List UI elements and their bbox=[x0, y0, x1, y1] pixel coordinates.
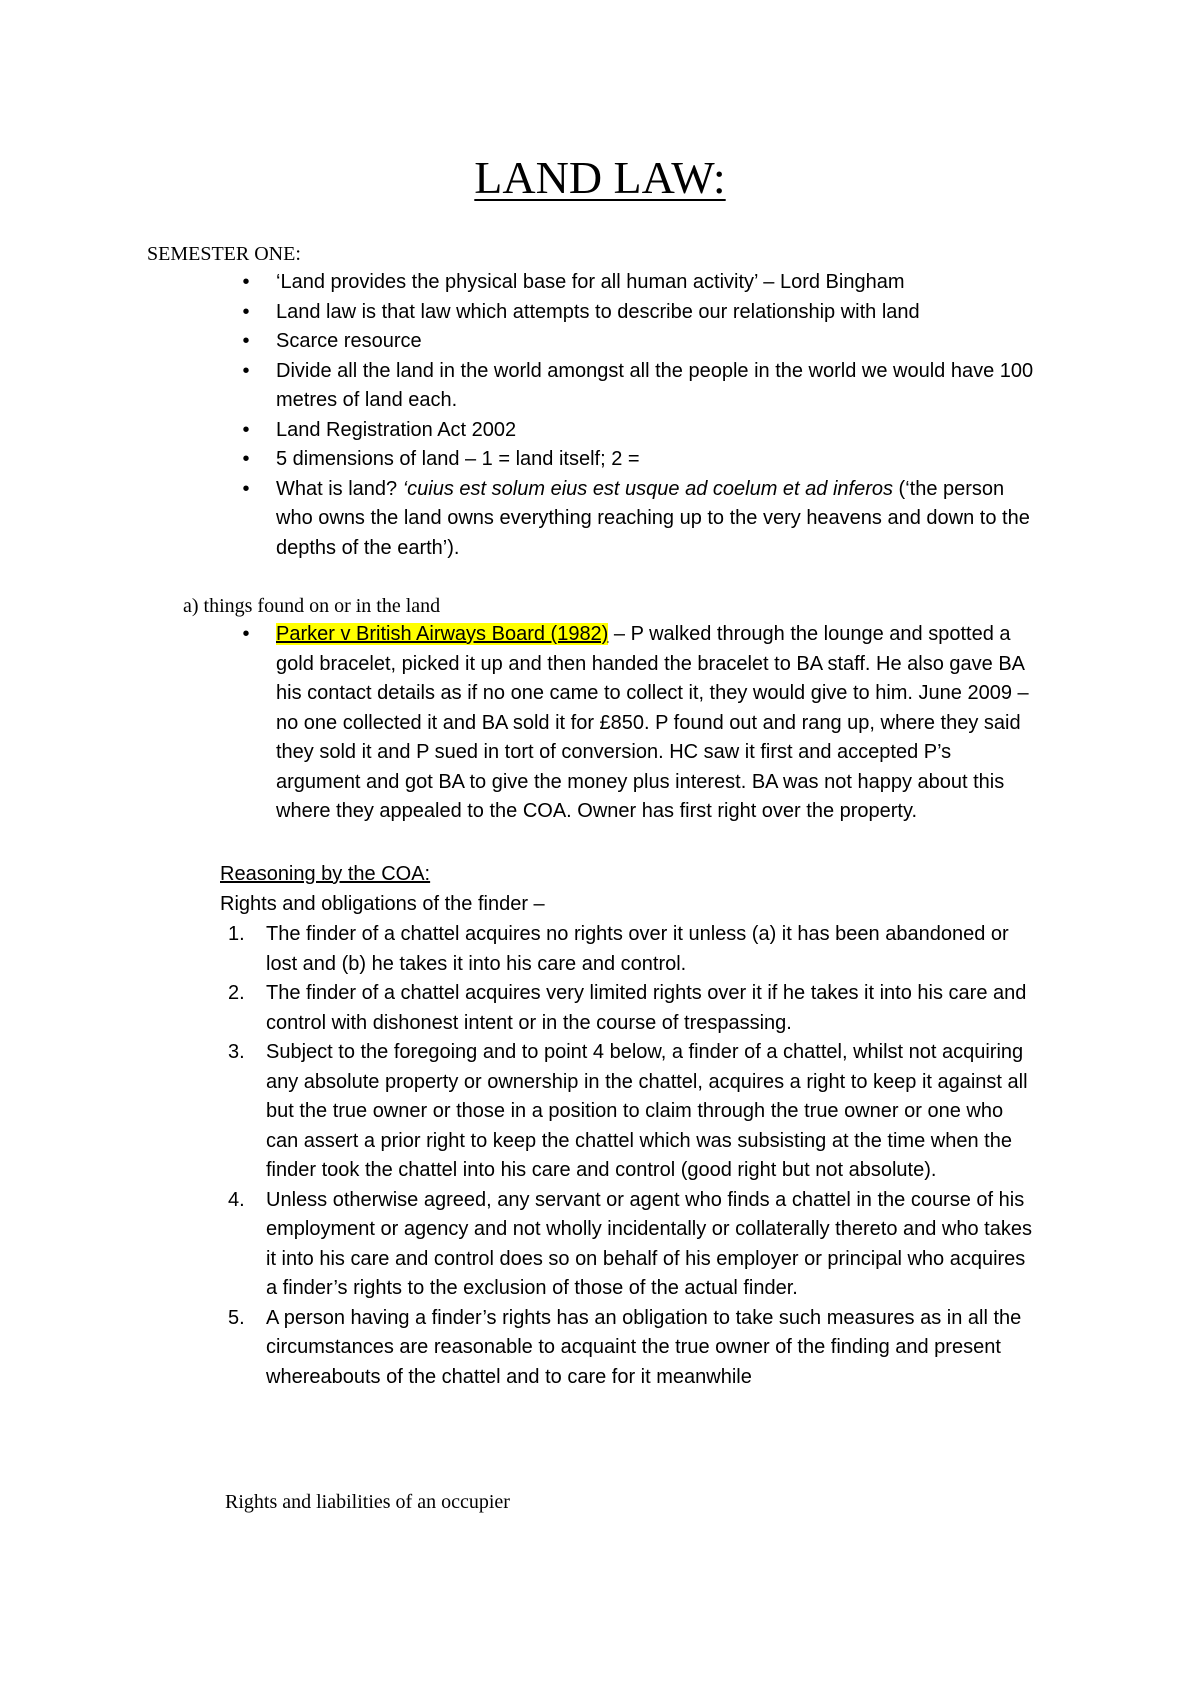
bullet-icon: • bbox=[242, 359, 250, 382]
list-item: 1. The finder of a chattel acquires no rights over it unless (a) it has been abandoned or lost and (b) he takes it into his care and control. bbox=[0, 920, 1100, 979]
reasoning-heading: Reasoning by the COA: bbox=[220, 863, 431, 885]
list-item: • Land law is that law which attempts to describe our relationship with land bbox=[0, 298, 1100, 328]
list-item: • Divide all the land in the world amongst all the people in the world we would have 100 metres of land each. bbox=[0, 357, 1100, 416]
list-item: • ‘Land provides the physical base for all human activity’ – Lord Bingham bbox=[0, 268, 1100, 298]
bullet-icon: • bbox=[242, 448, 250, 470]
list-number: 3. bbox=[228, 1041, 245, 1063]
what-is-land-prefix: What is land? bbox=[276, 477, 403, 500]
section-a-heading: a) things found on or in the land bbox=[183, 595, 441, 617]
finder-rules-list bbox=[0, 920, 1100, 1392]
rights-finder-heading: Rights and obligations of the finder – bbox=[220, 893, 545, 915]
latin-maxim: ‘cuius est solum eius est usque ad coelum et ad inferos bbox=[402, 477, 893, 500]
list-item: 5. A person having a finder’s rights has an obligation to take such measures as in all the circumstances are reasonable to acquaint the true owner of the finding and present whereabouts of the chattel and to care for it meanwhile bbox=[0, 1304, 1100, 1393]
bullet-icon: • bbox=[242, 623, 250, 645]
occupier-heading: Rights and liabilities of an occupier bbox=[225, 1491, 510, 1513]
list-item: • 5 dimensions of land – 1 = land itself; 2 = bbox=[0, 445, 1100, 475]
list-number: 5. bbox=[228, 1306, 245, 1329]
list-item-what-is-land bbox=[0, 475, 1100, 564]
case-bullet-list bbox=[0, 620, 1100, 827]
bullet-icon: • bbox=[242, 271, 250, 293]
intro-bullet-list bbox=[0, 268, 1100, 563]
list-item-case bbox=[0, 620, 1100, 827]
bullet-icon: • bbox=[242, 300, 250, 323]
page-title: LAND LAW: bbox=[474, 152, 726, 203]
semester-heading: SEMESTER ONE: bbox=[147, 243, 301, 265]
list-item: 2. The finder of a chattel acquires very limited rights over it if he takes it into his care and control with dishonest intent or in the course of trespassing. bbox=[0, 979, 1100, 1038]
what-is-land-translation: (‘the person who owns the land owns everything reaching up to the very heavens and down to the depths of the earth’). bbox=[276, 477, 1030, 559]
list-number: 2. bbox=[228, 982, 245, 1004]
list-number: 4. bbox=[228, 1188, 245, 1211]
list-item: 3. Subject to the foregoing and to point 4 below, a finder of a chattel, whilst not acquiring any absolute property or ownership in the chattel, acquires a right to keep it against all but the true owner or those in a position to claim through the true owner or one who can assert a prior right to keep the chattel which was subsisting at the time when the finder took the chattel into his care and control (good right but not absolute). bbox=[0, 1038, 1100, 1186]
bullet-icon: • bbox=[242, 330, 250, 352]
bullet-icon: • bbox=[242, 477, 250, 500]
bullet-icon: • bbox=[242, 418, 250, 441]
list-item: • Land Registration Act 2002 bbox=[0, 416, 1100, 446]
list-item: • Scarce resource bbox=[0, 327, 1100, 357]
list-item: 4. Unless otherwise agreed, any servant or agent who finds a chattel in the course of his employment or agency and not wholly incidentally or collaterally thereto and who takes it into his care and control does so on behalf of his employer or principal who acquires a finder’s rights to the exclusion of those of the actual finder. bbox=[0, 1186, 1100, 1304]
case-summary: – P walked through the lounge and spotted a gold bracelet, picked it up and then handed the bracelet to BA staff. He also gave BA his contact details as if no one came to collect it, they would give to him. June 2009 – no one collected it and BA sold it for £850. P found out and rang up, where they said they sold it and P sued in tort of conversion. HC saw it first and accepted P’s argument and got BA to give the money plus interest. BA was not happy about this where they appealed to the COA. Owner has first right over the property. bbox=[276, 623, 1029, 822]
case-name-highlight: Parker v British Airways Board (1982) bbox=[276, 623, 609, 645]
list-number: 1. bbox=[228, 923, 245, 945]
